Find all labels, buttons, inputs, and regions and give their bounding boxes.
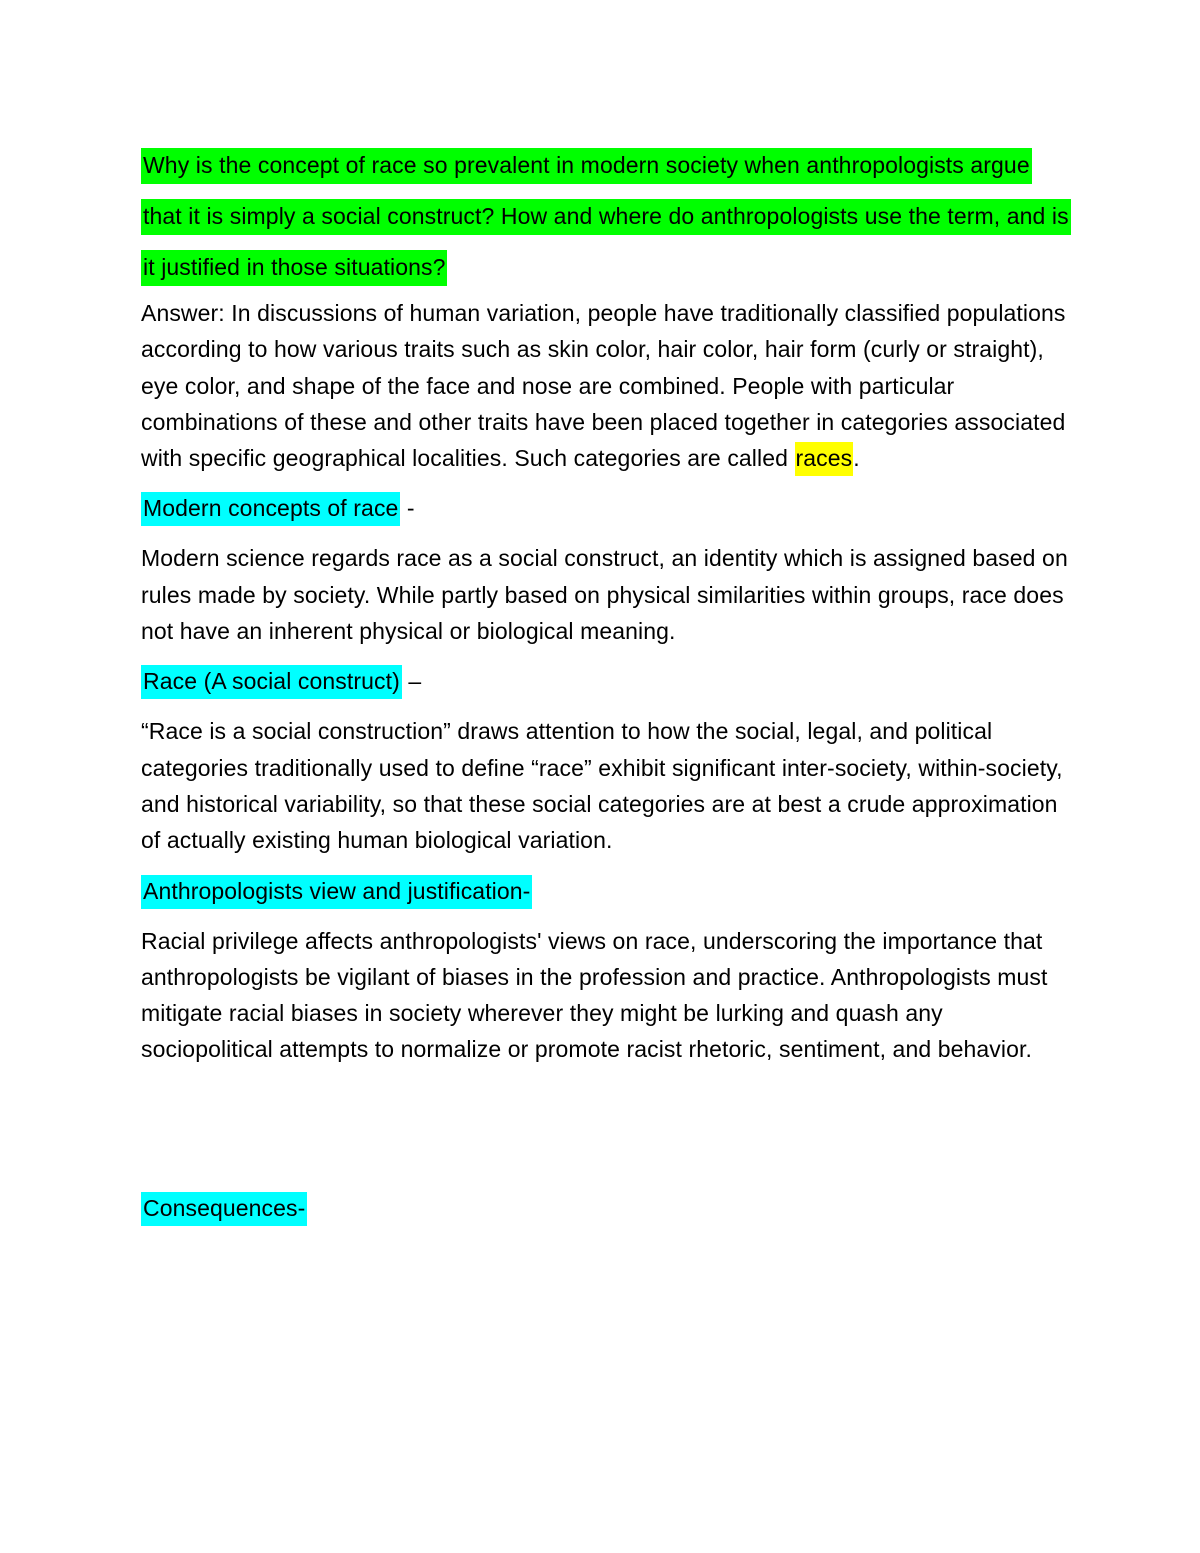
section-paragraph-social-construct: “Race is a social construction” draws attention to how the social, legal, and political categories traditionally used to define “race” exhibit significant inter-society, within-society, and historical variability, so that these social categories are at best a crude approximation of actually existing human biological variation. (141, 718, 1063, 854)
section-heading-label: Modern concepts of race (141, 492, 400, 526)
section-heading-modern-concepts (141, 490, 1071, 526)
section-heading-suffix: – (401, 668, 422, 695)
answer-end-punctuation: . (853, 445, 860, 472)
section-paragraph-anthropologists-view: Racial privilege affects anthropologists' views on race, underscoring the importance that anthropologists be vigilant of biases in the profession and practice. Anthropologists must mitigate racial biases in society wherever they might be lurking and quash any sociopolitical attempts to normalize or promote racist rhetoric, sentiment, and behavior. (141, 927, 1048, 1063)
section-heading-label: Consequences- (141, 1192, 307, 1226)
question-text: Why is the concept of race so prevalent in modern society when anthropologists argue that it is simply a social construct? How and where do anthropologists use the term, and is it justified in those situations? (141, 148, 1071, 286)
section-heading-anthropologists-view (141, 873, 1071, 909)
highlighted-term: races (795, 442, 854, 476)
section-heading-label: Anthropologists view and justification- (141, 875, 532, 909)
document-body (141, 140, 1071, 1240)
section-heading-suffix: - (400, 495, 415, 522)
section-heading-label: Race (A social construct) (141, 665, 402, 699)
section-heading-social-construct (141, 663, 1071, 699)
section-paragraph-modern-concepts: Modern science regards race as a social construct, an identity which is assigned based on rules made by society. While partly based on physical similarities within groups, race does not have an inherent physical or biological meaning. (141, 545, 1068, 645)
blank-space (141, 1082, 1071, 1190)
question-block (141, 140, 1071, 293)
section-heading-consequences (141, 1190, 1071, 1226)
answer-paragraph (141, 295, 1071, 476)
answer-text: Answer: In discussions of human variation, people have traditionally classified populations according to how various traits such as skin color, hair color, hair form (curly or straight), eye color, and shape of the face and nose are combined. People with particular combinations of these and other traits have been placed together in categories associated with specific geographical localities. Such categories are called (141, 300, 1066, 472)
